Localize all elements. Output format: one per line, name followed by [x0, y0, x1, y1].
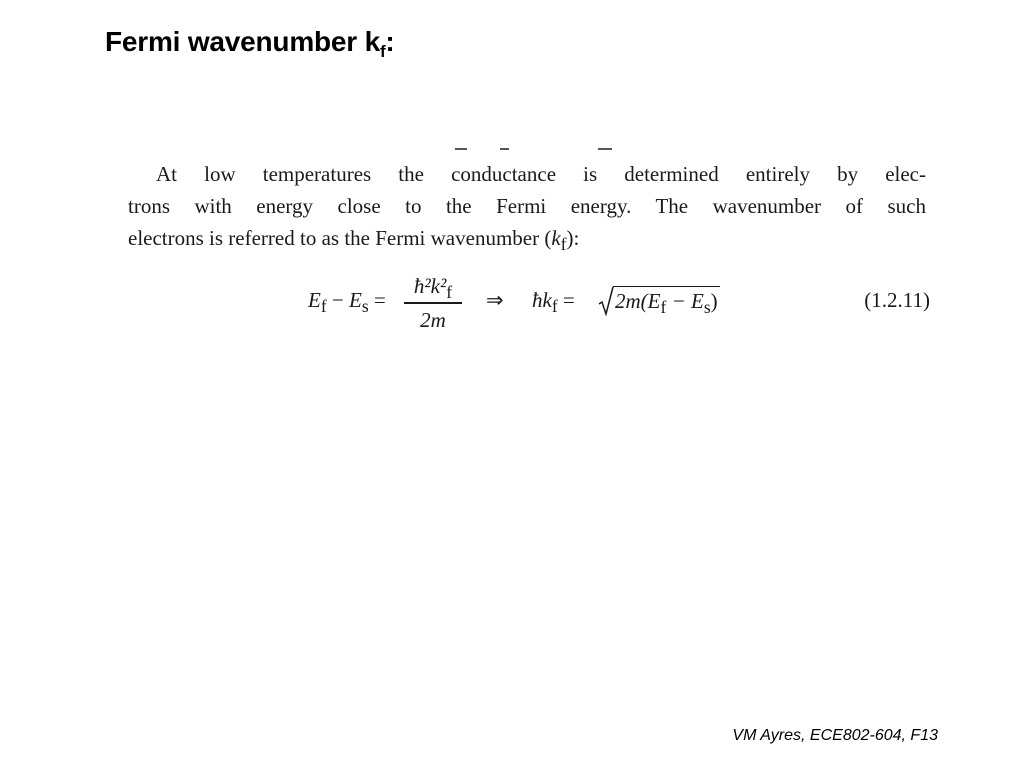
numerator-subscript: f [446, 282, 453, 303]
energy-subscript: f [320, 296, 327, 317]
equals-sign: = [368, 288, 386, 312]
energy-subscript: s [361, 296, 369, 317]
fermi-wavenumber-symbol-subscript: f [560, 234, 567, 255]
implies-arrow: ⇒ [486, 288, 504, 312]
slide-title-subscript: f [379, 42, 386, 61]
fraction-denominator: 2m [420, 307, 446, 332]
equation-fraction [404, 272, 462, 334]
sqrt-term-a-subscript: f [660, 297, 667, 318]
square-root-content [613, 286, 720, 321]
footer-credit: VM Ayres, ECE802-604, F13 [732, 727, 938, 744]
paragraph-line-2: trons with energy close to the Fermi energy. The wavenumber of such [128, 194, 926, 218]
fermi-wavenumber-symbol: k [551, 226, 561, 250]
scan-artifact-mark [455, 148, 467, 150]
square-root-icon [598, 286, 614, 316]
slide-title [105, 24, 395, 60]
minus-sign: − [326, 288, 349, 312]
equation-number: (1.2.11) [864, 288, 930, 312]
sqrt-term-end: ) [710, 289, 718, 313]
sqrt-term-a: 2m(E [615, 289, 661, 313]
scanned-textbook-excerpt [128, 148, 930, 348]
equation-rhs-prefix [532, 288, 575, 317]
equals-sign: = [557, 288, 575, 312]
scan-artifact-mark [500, 148, 509, 150]
numerator-text: ħ²k² [413, 274, 447, 298]
equation-1-2-11 [308, 272, 930, 342]
hbar-k-symbol: ħk [532, 288, 552, 312]
paragraph-line-3 [128, 224, 579, 258]
sqrt-term-b: − E [666, 289, 704, 313]
hbar-k-subscript: f [551, 296, 558, 317]
equation-lhs [308, 288, 386, 317]
paragraph-line-3-end: ): [566, 226, 580, 250]
sqrt-term-b-subscript: s [703, 297, 711, 318]
slide-title-text: Fermi wavenumber k [105, 26, 380, 57]
fraction-numerator [404, 272, 462, 303]
energy-symbol: E [349, 288, 362, 312]
energy-symbol: E [308, 288, 321, 312]
fraction-bar [404, 302, 462, 304]
paragraph-line-1: At low temperatures the conductance is determined entirely by elec- [156, 162, 926, 186]
paragraph-line-3-text: electrons is referred to as the Fermi wavenumber ( [128, 226, 552, 250]
scan-artifact-mark [598, 148, 612, 150]
slide-title-suffix: : [385, 26, 395, 57]
